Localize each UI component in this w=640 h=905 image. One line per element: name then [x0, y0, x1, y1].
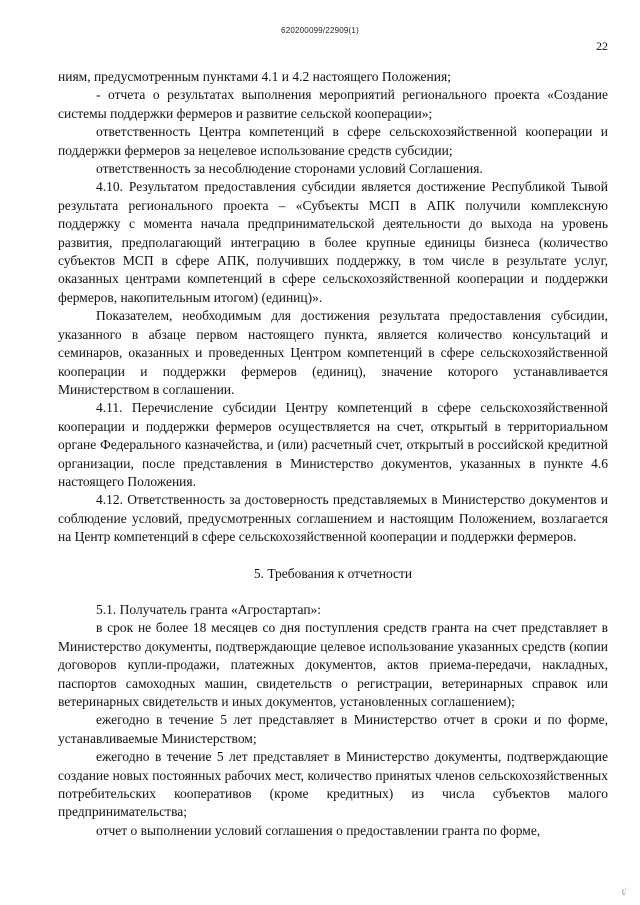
paragraph: 5.1. Получатель гранта «Агростартап»: — [96, 601, 322, 617]
paragraph: в срок не более 18 месяцев со дня поступления средств гранта на счет представляет в Министерство документы, подтверждающие целевое использование указанных средств (копии договоров купли-продажи, платежных документов, актов приема-передачи, накладных, паспортов самоходных машин, свидетельств о регистрации, ветеринарных справок или ветеринарных свидетельств и иных документов, установленных соглашением); — [58, 620, 608, 709]
document-body — [58, 68, 608, 840]
paragraph: ежегодно в течение 5 лет представляет в Министерство документы, подтверждающие создание новых постоянных рабочих мест, количество принятых членов сельскохозяйственных потребительских кооперативов (кроме кредитных) из числа субъектов малого предпринимательства; — [58, 749, 608, 820]
paragraph: ниям, предусмотренным пунктами 4.1 и 4.2 настоящего Положения; — [58, 69, 451, 84]
paragraph: ответственность Центра компетенций в сфере сельскохозяйственной кооперации и поддержки фермеров за нецелевое использование средств субсидии; — [58, 124, 608, 158]
document-id: 620200099/22909(1) — [281, 26, 359, 35]
paragraph: ответственность за несоблюдение сторонами условий Соглашения. — [96, 161, 483, 177]
paragraph: отчет о выполнении условий соглашения о предоставлении гранта по форме, — [96, 822, 541, 838]
paragraph: 4.11. Перечисление субсидии Центру компетенций в сфере сельскохозяйственной кооперации и поддержки фермеров осуществляется на счет, открытый в территориальном органе Федерального казначейства, и (или) расчетный счет, открытый в российской кредитной организации, после представления в Министерство документов, указанных в пункте 4.6 настоящего Положения. — [58, 400, 608, 489]
signature-mark-icon: ℓ∕ — [618, 886, 628, 898]
paragraph: 4.10. Результатом предоставления субсидии является достижение Республикой Тывой результата регионального проекта – «Субъекты МСП в АПК получили комплексную поддержку с момента начала предпринимательской деятельности до выхода на уровень развития, предполагающий интеграцию в более крупные единицы бизнеса (количество субъектов МСП в сфере АПК, получивших поддержку, в том числе в результате услуг, оказанных центрами компетенций в сфере сельскохозяйственной кооперации и поддержки фермеров, накопительным итогом) (единиц)». — [58, 179, 608, 305]
paragraph: - отчета о результатах выполнения мероприятий регионального проекта «Создание системы поддержки фермеров и развитие сельской кооперации»; — [58, 87, 608, 121]
paragraph: Показателем, необходимым для достижения результата предоставления субсидии, указанного в абзаце первом настоящего пункта, является количество консультаций и семинаров, оказанных и проведенных Центром компетенций в сфере сельскохозяйственной кооперации и поддержки фермеров (единиц), значение которого устанавливается Министерством в соглашении. — [58, 308, 608, 397]
paragraph: ежегодно в течение 5 лет представляет в Министерство отчет в сроки и по форме, устанавливаемые Министерством; — [58, 712, 608, 746]
paragraph: 4.12. Ответственность за достоверность представляемых в Министерство документов и соблюдение условий, предусмотренных соглашением и настоящим Положением, возлагается на Центр компетенций в сфере сельскохозяйственной кооперации и поддержки фермеров. — [58, 492, 608, 545]
page-number: 22 — [596, 39, 608, 53]
section-title: 5. Требования к отчетности — [253, 565, 413, 581]
